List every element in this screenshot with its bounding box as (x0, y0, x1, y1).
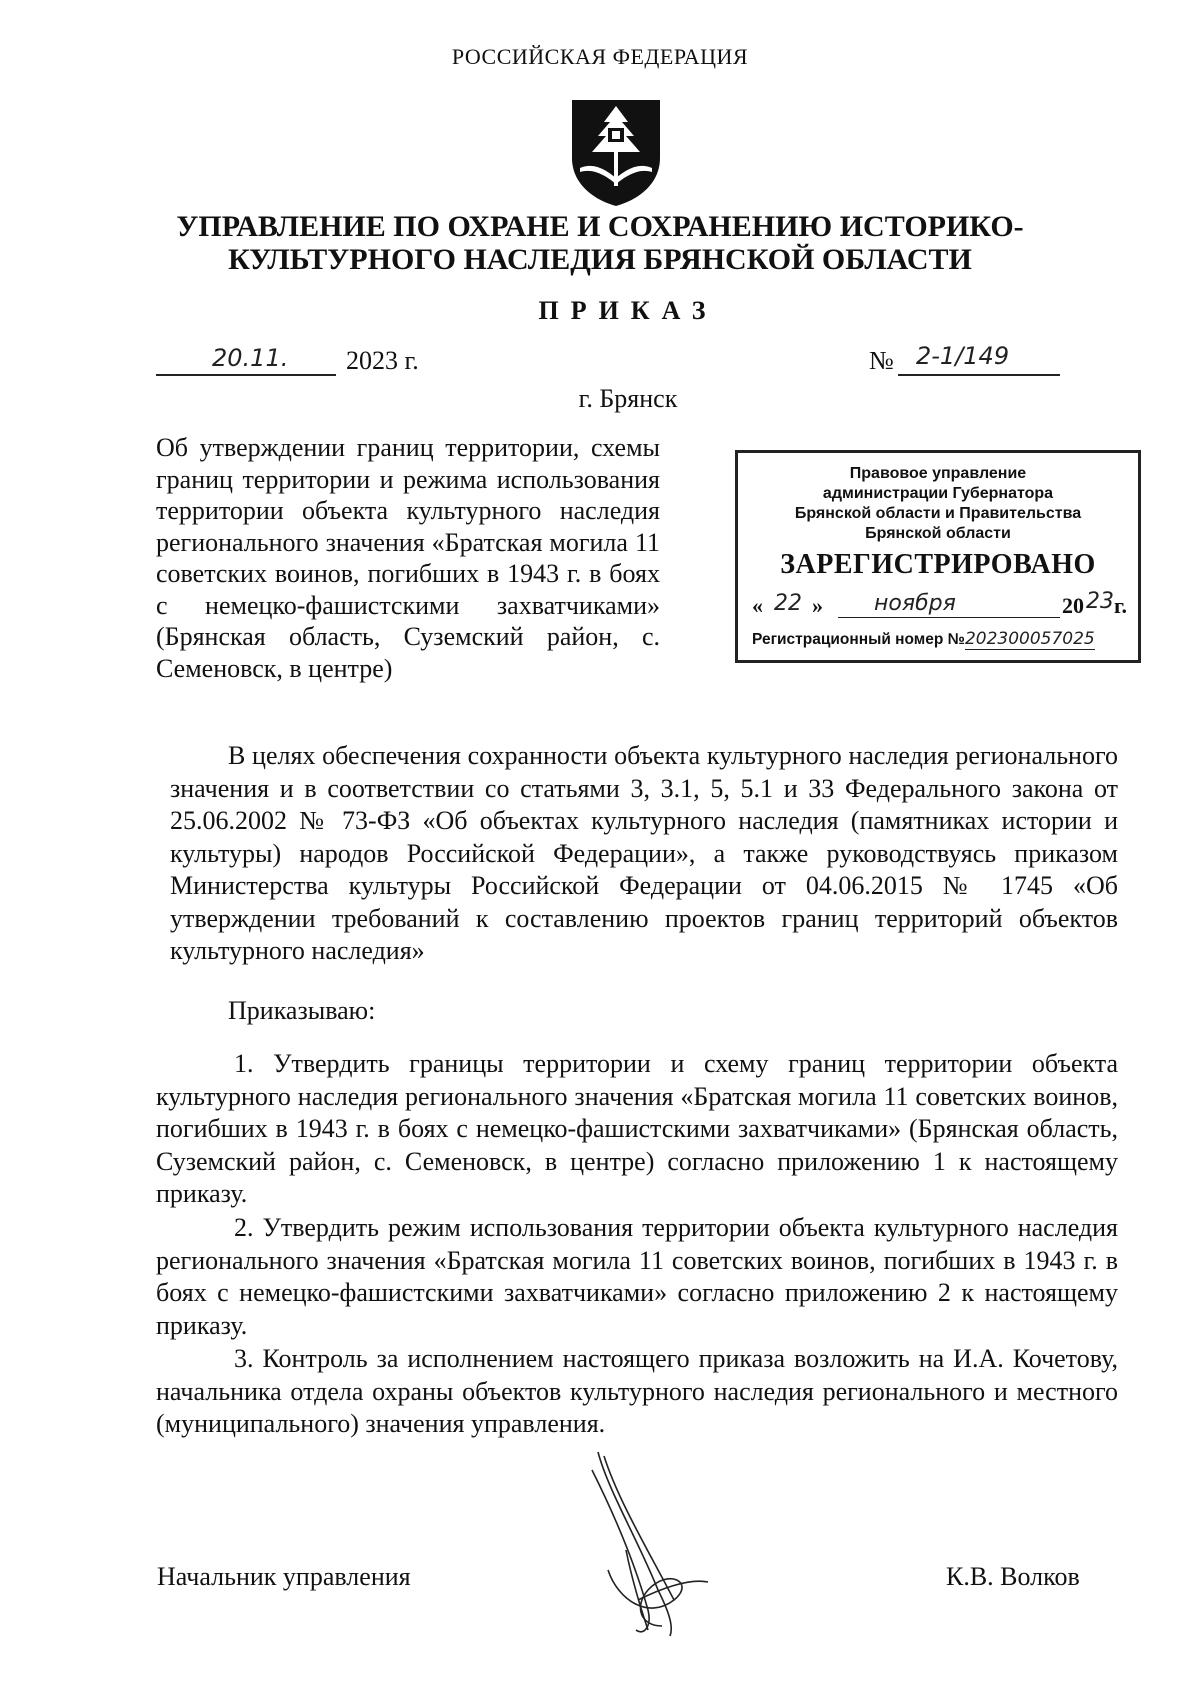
stamp-registration-row (752, 629, 1136, 649)
order-word: Приказываю: (228, 996, 376, 1025)
stamp-reg-label: Регистрационный номер № (752, 631, 965, 648)
stamp-reg-number-handwritten: 202300057025 (964, 629, 1095, 649)
order-item-2: 2. Утвердить режим использования территории объекта культурного наследия регионального значения «Братская могила 11 советских воинов, погибших в 1943 г. в боях с немецко-фашистскими захватчиками» согласно приложению 2 к настоящему приказу. (156, 1213, 1118, 1340)
stamp-month-handwritten: ноября (874, 591, 956, 616)
stamp-line3: Брянской области и Правительства (794, 505, 1082, 522)
registration-stamp (735, 450, 1141, 663)
stamp-line2: администрации Губернатора (822, 485, 1054, 502)
country-heading: РОССИЙСКАЯ ФЕДЕРАЦИЯ (451, 44, 749, 69)
stamp-day-handwritten: 22 (774, 591, 802, 616)
stamp-line1: Правовое управление (849, 465, 1027, 482)
stamp-year-suffix: г. (1114, 593, 1128, 618)
date-year: 2023 г. (346, 346, 419, 375)
date-handwritten: 20.11. (212, 344, 289, 372)
document-type: ПРИКАЗ (538, 296, 718, 325)
handwritten-signature-icon (578, 1450, 728, 1640)
number-label: № (869, 346, 894, 375)
document-subject: Об утверждении границ территории, схемы границ территории и режима использования территории объекта культурного наследия регионального значения «Братская могила 11 советских воинов, погибших в 1943 г. в боях с немецко-фашистскими захватчиками» (Брянская область, Суземский район, с. Семеновск, в центре) (156, 433, 660, 683)
signatory-title: Начальник управления (157, 1562, 411, 1591)
stamp-registered: ЗАРЕГИСТРИРОВАНО (780, 549, 1096, 580)
stamp-year-prefix: 20 (1062, 593, 1084, 618)
brynsk-coat-of-arms-icon (568, 96, 664, 208)
stamp-year-handwritten: 23 (1086, 589, 1114, 614)
organization-name (150, 210, 1050, 276)
preamble-paragraph: В целях обеспечения сохранности объекта культурного наследия регионального значения и в соответствии со статьями 3, 3.1, 5, 5.1 и 33 Федерального закона от 25.06.2002 № 73-ФЗ «Об объектах культурного наследия (памятниках истории и культуры) народов Российской Федерации», а также руководствуясь приказом Министерства культуры Российской Федерации от 04.06.2015 № 1745 «Об утверждении требований к составлению проектов границ территорий объектов культурного наследия» (170, 741, 1118, 965)
organization-name-line1: УПРАВЛЕНИЕ ПО ОХРАНЕ И СОХРАНЕНИЮ ИСТОРИКО- (176, 210, 1024, 243)
order-item-1: 1. Утвердить границы территории и схему границ территории объекта культурного наследия регионального значения «Братская могила 11 советских воинов, погибших в 1943 г. в боях с немецко-фашистскими захватчиками» (Брянская область, Суземский район, с. Семеновск, в центре) согласно приложению 1 к настоящему приказу. (156, 1049, 1118, 1208)
stamp-date: « 22 » ноября 20 23 г. (752, 589, 1128, 618)
city: г. Брянск (578, 384, 678, 413)
number-handwritten: 2-1/149 (916, 342, 1010, 370)
signatory-name: К.В. Волков (946, 1562, 1080, 1591)
organization-name-line2: КУЛЬТУРНОГО НАСЛЕДИЯ БРЯНСКОЙ ОБЛАСТИ (228, 243, 972, 276)
stamp-line4: Брянской области (865, 525, 1011, 542)
order-item-3: 3. Контроль за исполнением настоящего приказа возложить на И.А. Кочетову, начальника отдела охраны объектов культурного наследия регионального и местного (муниципального) значения управления. (156, 1344, 1118, 1438)
